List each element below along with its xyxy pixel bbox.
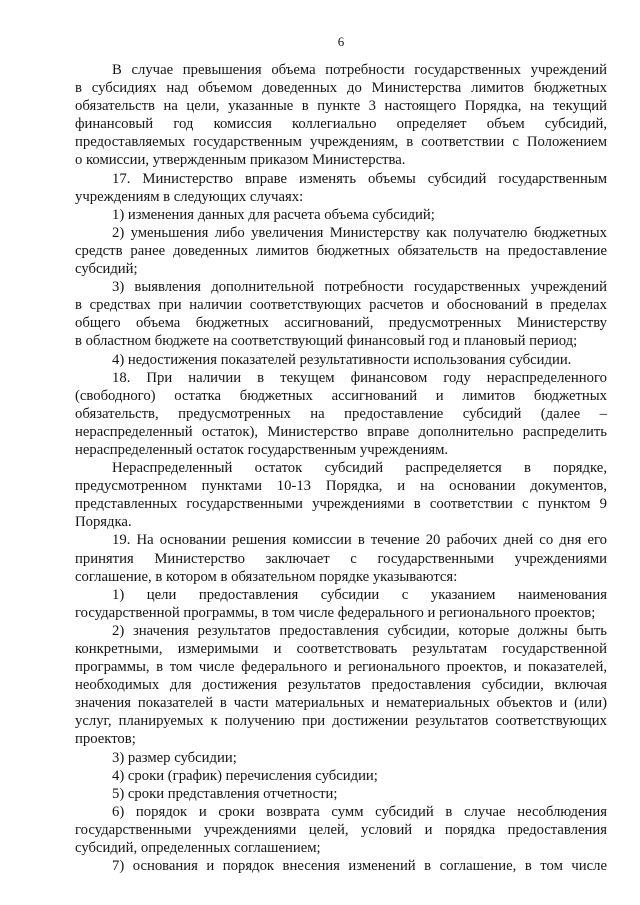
text-line: предусмотренном пунктами 10-13 Порядка, и на основании документов, — [75, 478, 607, 495]
text-line: необходимых для достижения результатов предоставления субсидии, включая — [75, 677, 607, 694]
text-line: Нераспределенный остаток субсидий распределяется в порядке, — [112, 460, 607, 477]
text-line: 4) сроки (график) перечисления субсидии; — [112, 767, 378, 784]
text-line: соглашение, в котором в обязательном порядке указываются: — [75, 568, 458, 585]
paragraph — [75, 803, 607, 857]
text-line: В случае превышения объема потребности государственных учреждений — [112, 62, 607, 78]
paragraph — [75, 61, 607, 170]
text-line: 2) уменьшения либо увеличения Министерству как получателю бюджетных — [112, 224, 607, 241]
text-line: предоставляемых государственным учреждениям, в соответствии с Положением — [75, 134, 607, 151]
text-line: о комиссии, утвержденным приказом Министерства. — [75, 152, 406, 169]
paragraph — [75, 369, 607, 459]
paragraph — [75, 749, 607, 767]
text-line: в средствах при наличии соответствующих расчетов и обоснований в пределах — [75, 297, 607, 314]
text-line: 1) цели предоставления субсидии с указанием наименования — [112, 586, 607, 603]
paragraph — [75, 459, 607, 531]
paragraph — [75, 224, 607, 278]
paragraph — [75, 857, 607, 875]
text-line: 17. Министерство вправе изменять объемы субсидий государственным — [112, 170, 607, 187]
text-line: обязательств на цели, указанные в пункте 3 настоящего Порядка, на текущий — [75, 98, 607, 115]
text-line: проектов; — [75, 731, 136, 748]
text-line: 2) значения результатов предоставления субсидии, которые должны быть — [112, 622, 607, 639]
text-line: услуг, планируемых к получению при достижении результатов соответствующих — [75, 713, 607, 730]
text-line: учреждениям в следующих случаях: — [75, 188, 304, 205]
text-line: (свободного) остатка бюджетных ассигнований и лимитов бюджетных — [75, 387, 607, 404]
text-line: 6) порядок и сроки возврата сумм субсидий в случае несоблюдения — [112, 803, 607, 820]
paragraph — [75, 586, 607, 622]
text-line: 1) изменения данных для расчета объема субсидий; — [112, 206, 435, 223]
text-line: принятия Министерство заключает с государственными учреждениями — [75, 550, 607, 567]
text-line: в субсидиях над объемом доведенных до Министерства лимитов бюджетных — [75, 80, 607, 97]
text-line: нераспределенный остаток государственным учреждениям. — [75, 441, 449, 458]
text-line: 18. При наличии в текущем финансовом году нераспределенного — [112, 369, 607, 386]
text-line: конкретными, измеримыми и соответствовать результатам государственной — [75, 641, 607, 657]
text-line: 3) размер субсидии; — [112, 749, 237, 766]
paragraph — [75, 622, 607, 749]
text-line: 19. На основании решения комиссии в течение 20 рабочих дней со дня его — [112, 532, 607, 549]
text-line: Порядка. — [75, 514, 132, 531]
text-line: обязательств, предусмотренных на предоставление субсидий (далее – — [75, 405, 607, 422]
text-line: субсидий, определенных соглашением; — [75, 840, 321, 857]
text-line: общего объема бюджетных ассигнований, предусмотренных Министерству — [75, 315, 607, 332]
text-line: 4) недостижения показателей результативности использования субсидии. — [112, 351, 572, 368]
paragraph — [75, 170, 607, 206]
text-line: государственной программы, в том числе федерального и регионального проектов; — [75, 604, 596, 621]
text-line: государственными учреждениями целей, условий и порядка предоставления — [75, 821, 607, 838]
paragraph — [75, 206, 607, 224]
text-line: нераспределенный остаток), Министерство вправе дополнительно распределить — [75, 423, 607, 440]
body-text — [75, 61, 607, 875]
text-line: программы, в том числе федерального и регионального проектов, и показателей, — [75, 659, 607, 676]
text-line: представленных государственными учреждениями в соответствии с пунктом 9 — [75, 496, 607, 513]
text-line: субсидий; — [75, 261, 138, 278]
paragraph — [75, 785, 607, 803]
text-line: средств ранее доведенных лимитов бюджетных обязательств на предоставление — [75, 242, 607, 259]
text-line: 5) сроки представления отчетности; — [112, 785, 338, 802]
text-line: финансовый год комиссия коллегиально определяет объем субсидий, — [75, 116, 607, 133]
paragraph — [75, 531, 607, 585]
text-line: 7) основания и порядок внесения изменений в соглашение, в том числе — [112, 858, 607, 875]
text-line: 3) выявления дополнительной потребности государственных учреждений — [112, 279, 607, 296]
text-line: значения показателей в части материальных и нематериальных объектов и (или) — [75, 695, 607, 712]
paragraph — [75, 351, 607, 369]
paragraph — [75, 767, 607, 785]
paragraph — [75, 278, 607, 350]
page-number: 6 — [337, 34, 345, 49]
text-line: в областном бюджете на соответствующий финансовый год и плановый период; — [75, 333, 578, 350]
